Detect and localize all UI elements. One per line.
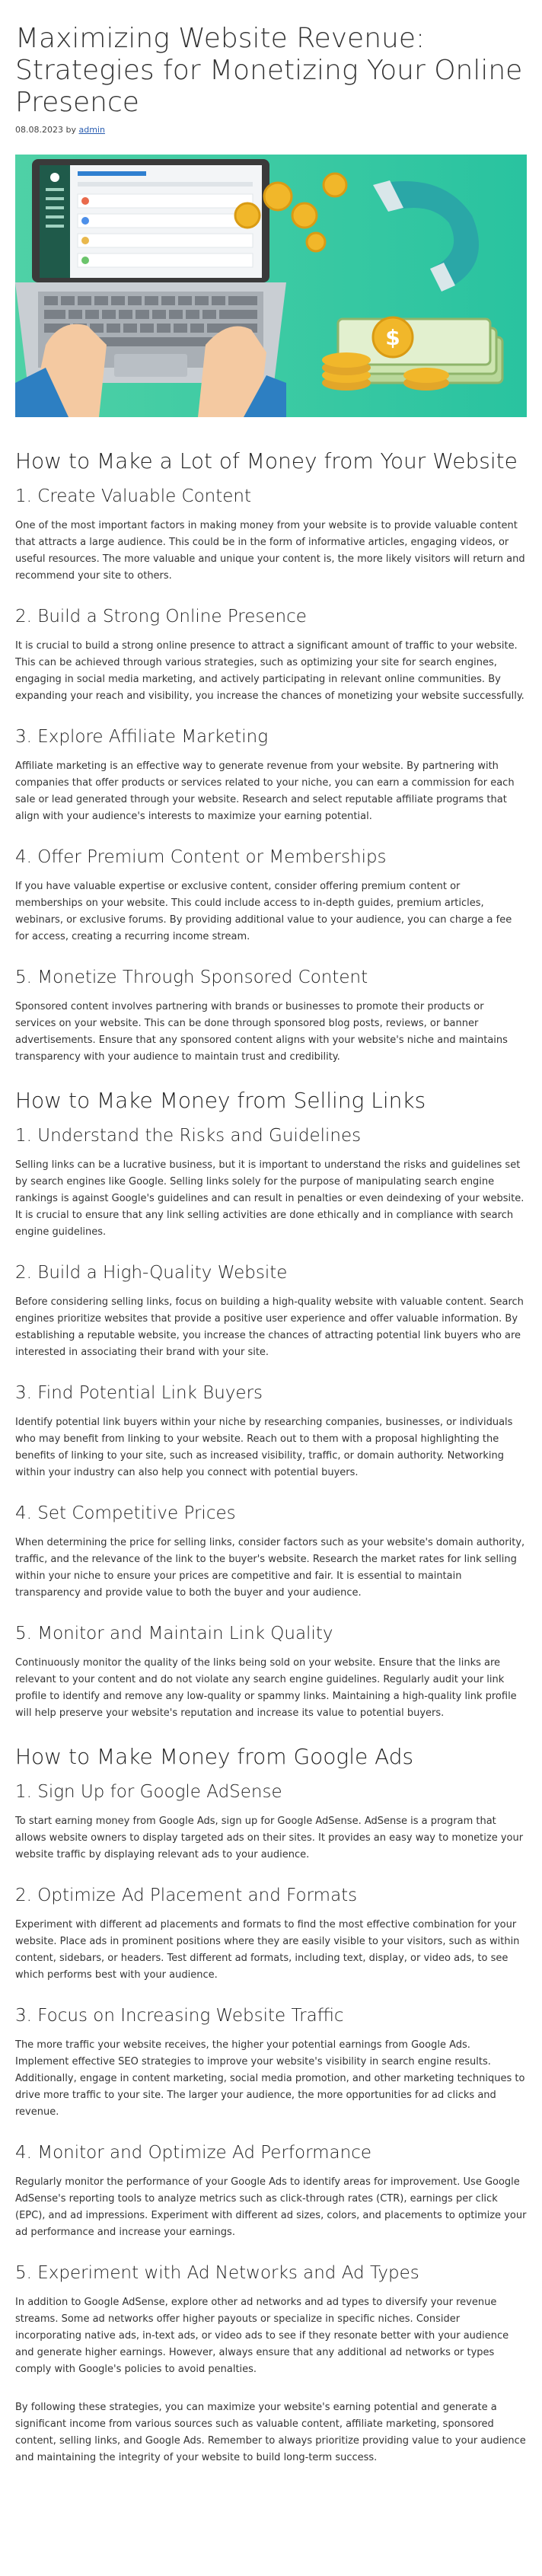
section-heading: How to Make Money from Google Ads [15,1744,414,1769]
paragraph: Regularly monitor the performance of your Google Ads to identify areas for improvement. Use Google AdSense's reporting tools to analyze metrics such as click-through rates (CTR), earnings per click (EPC), and ad impressions. Experiment with different ad sizes, colors, and placements to optimize your ad performance and increase your earnings. [15,2176,527,2238]
paragraph: Experiment with different ad placements and formats to find the most effective combination for your website. Place ads in prominent positions where they are easily visible to your visitors, such as within content, sidebars, or headers. Test different ad formats, including text, display, or video ads, to see which performs best with your audience. [15,1919,520,1981]
post-meta [15,125,527,135]
article [15,0,527,2466]
post-date: 08.08.2023 [15,125,63,135]
subsection-heading: 3. Focus on Increasing Website Traffic [15,2006,344,2026]
subsection-heading: 4. Offer Premium Content or Memberships [15,847,387,867]
paragraph: One of the most important factors in making money from your website is to provide valuable content that attracts a large audience. This could be in the form of informative articles, engaging videos, or useful resources. The more valuable and unique your content is, the more likely visitors will return and recommend your site to others. [15,520,525,582]
paragraph: Affiliate marketing is an effective way to generate revenue from your website. By partnering with companies that offer products or services related to your niche, you can earn a commission for each sale or lead generated through your website. Research and select reputable affiliate programs that align with your audience's interests to maximize your earning potential. [15,760,515,822]
paragraph: To start earning money from Google Ads, sign up for Google AdSense. AdSense is a program that allows website owners to display targeted ads on their sites. It provides an easy way to monetize your website traffic by displaying relevant ads to your audience. [15,1816,524,1860]
subsection-heading: 1. Create Valuable Content [15,486,252,506]
paragraph: If you have valuable expertise or exclusive content, consider offering premium content or memberships on your website. This could include access to in-depth guides, premium articles, webinars, or exclusive forums. By providing additional value to your audience, you can charge a fee for access, creating a recurring income stream. [15,881,512,942]
post-by: by [65,125,76,135]
author-link[interactable]: admin [78,125,105,135]
subsection-heading: 3. Explore Affiliate Marketing [15,727,269,747]
paragraph: It is crucial to build a strong online presence to attract a significant amount of traffic to your website. This can be achieved through various strategies, such as optimizing your site for search engines, engaging in social media marketing, and actively participating in relevant online communities. By expanding your reach and visibility, you increase the chances of monetizing your website successfully. [15,640,524,702]
paragraph: Selling links can be a lucrative business, but it is important to understand the risks and guidelines set by search engines like Google. Selling links solely for the purpose of manipulating search engine rankings is against Google's guidelines and can result in penalties or even deindexing of your website. It is crucial to ensure that any link selling activities are done ethically and in compliance with search engine guidelines. [15,1159,524,1238]
subsection-heading: 2. Build a High-Quality Website [15,1263,288,1283]
section-heading: How to Make Money from Selling Links [15,1088,426,1113]
svg-text:$: $ [385,325,400,350]
subsection-heading: 3. Find Potential Link Buyers [15,1383,263,1403]
conclusion: By following these strategies, you can maximize your website's earning potential and generate a significant income from various sources such as valuable content, affiliate marketing, sponsored content, selling links, and Google Ads. Remember to always prioritize providing value to your audience and maintaining the integrity of your website to build long-term success. [15,2402,526,2463]
article-body [15,448,527,2378]
subsection-heading: 2. Build a Strong Online Presence [15,607,307,626]
subsection-heading: 1. Understand the Risks and Guidelines [15,1126,362,1146]
subsection-heading: 4. Set Competitive Prices [15,1503,236,1523]
subsection-heading: 5. Monitor and Maintain Link Quality [15,1624,333,1643]
section-heading: How to Make a Lot of Money from Your Website [15,448,518,473]
paragraph: Continuously monitor the quality of the links being sold on your website. Ensure that the links are relevant to your content and do not violate any search engine guidelines. Regularly audit your link profile to identify and remove any low-quality or spammy links. Maintaining a high-quality link profile will help preserve your website's reputation and increase its value to potential buyers. [15,1657,517,1719]
subsection-heading: 4. Monitor and Optimize Ad Performance [15,2143,372,2163]
paragraph: Identify potential link buyers within your niche by researching companies, businesses, or individuals who may benefit from linking to your website. Reach out to them with a proposal highlighting the benefits of linking to your site, such as increased visibility, traffic, or domain authority. Networking within your industry can also help you connect with potential buyers. [15,1417,513,1478]
subsection-heading: 5. Experiment with Ad Networks and Ad Types [15,2263,419,2283]
paragraph: Before considering selling links, focus on building a high-quality website with valuable content. Search engines prioritize websites that provide a positive user experience and offer valuable information. By establishing a reputable website, you increase the chances of attracting potential link buyers who are interested in associating their brand with your site. [15,1296,524,1358]
paragraph: In addition to Google AdSense, explore other ad networks and ad types to diversify your revenue streams. Some ad networks offer higher payouts or specialize in specific niches. Consider incorporating native ads, in-text ads, or video ads to see if they resonate better with your audience and generate higher earnings. However, always ensure that any additional ad networks or types comply with Google's policies to avoid penalties. [15,2297,509,2375]
paragraph: The more traffic your website receives, the higher your potential earnings from Google Ads. Implement effective SEO strategies to improve your website's visibility in search engine results. Additionally, engage in content marketing, social media promotion, and other marketing techniques to drive more traffic to your site. The larger your audience, the more opportunities for ad clicks and revenue. [15,2039,525,2118]
paragraph: When determining the price for selling links, consider factors such as your website's domain authority, traffic, and the relevance of the link to the buyer's website. Research the market rates for link selling within your niche to ensure your prices are competitive and fair. It is essential to maintain transparency and provide value to both the buyer and your audience. [15,1537,525,1599]
subsection-heading: 1. Sign Up for Google AdSense [15,1782,282,1802]
laptop-money-magnet-illustration [15,155,527,417]
paragraph: Sponsored content involves partnering with brands or businesses to promote their products or services on your website. This can be done through sponsored blog posts, reviews, or banner advertisements. Ensure that any sponsored content aligns with your website's niche and maintains transparency with your audience to maintain trust and credibility. [15,1001,508,1063]
subsection-heading: 5. Monetize Through Sponsored Content [15,968,368,987]
subsection-heading: 2. Optimize Ad Placement and Formats [15,1886,358,1905]
page-title: Maximizing Website Revenue: Strategies for Monetizing Your Online Presence [15,23,523,118]
